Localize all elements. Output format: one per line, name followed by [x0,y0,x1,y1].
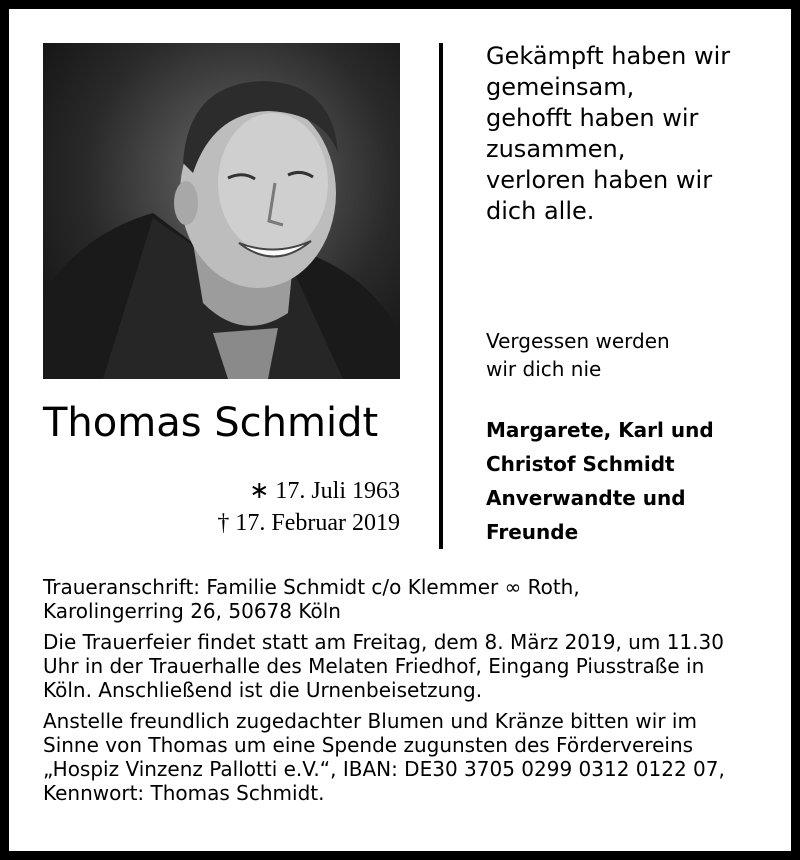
mourner-line: Anverwandte und [486,486,686,510]
address-line: Traueranschrift: Familie Schmidt c/o Klemmer ∞ Roth, [43,575,580,599]
obituary-notice [9,9,791,851]
poem-line: gehofft haben wir [486,104,699,132]
mourner-line: Christof Schmidt [486,452,675,476]
address-line: Karolingerring 26, 50678 Köln [43,599,341,623]
poem [486,41,776,227]
donation-request [43,709,763,805]
funeral-service [43,630,763,702]
motto-line: wir dich nie [486,357,602,381]
donation-line: Sinne von Thomas um eine Spende zugunsten des Fördervereins [43,733,694,757]
service-line: Die Trauerfeier findet statt am Freitag, dem 8. März 2019, um 11.30 [43,630,724,654]
vertical-divider [439,43,443,549]
death-date: † 17. Februar 2019 [217,510,400,536]
mourning-address [43,575,763,623]
birth-date: ∗ 17. Juli 1963 [249,478,400,504]
poem-line: zusammen, [486,135,626,163]
poem-line: Gekämpft haben wir [486,42,731,70]
motto-line: Vergessen werden [486,329,670,353]
service-line: Köln. Anschließend ist die Urnenbeisetzung. [43,678,483,702]
info-block [43,575,763,812]
poem-line: gemeinsam, [486,73,635,101]
donation-line: Kennwort: Thomas Schmidt. [43,781,325,805]
poem-line: dich alle. [486,197,595,225]
donation-line: „Hospiz Vinzenz Pallotti e.V.“, IBAN: DE30 3705 0299 0312 0122 07, [43,757,725,781]
mourner-line: Freunde [486,520,579,544]
service-line: Uhr in der Trauerhalle des Melaten Friedhof, Eingang Piusstraße in [43,654,705,678]
life-dates [129,475,400,539]
portrait-photo [43,43,400,379]
motto [486,327,776,383]
poem-line: verloren haben wir [486,166,713,194]
mourner-line: Margarete, Karl und [486,418,714,442]
donation-line: Anstelle freundlich zugedachter Blumen und Kränze bitten wir im [43,709,697,733]
mourners [486,413,786,549]
portrait-illustration [43,43,400,379]
deceased-name: Thomas Schmidt [43,400,379,446]
